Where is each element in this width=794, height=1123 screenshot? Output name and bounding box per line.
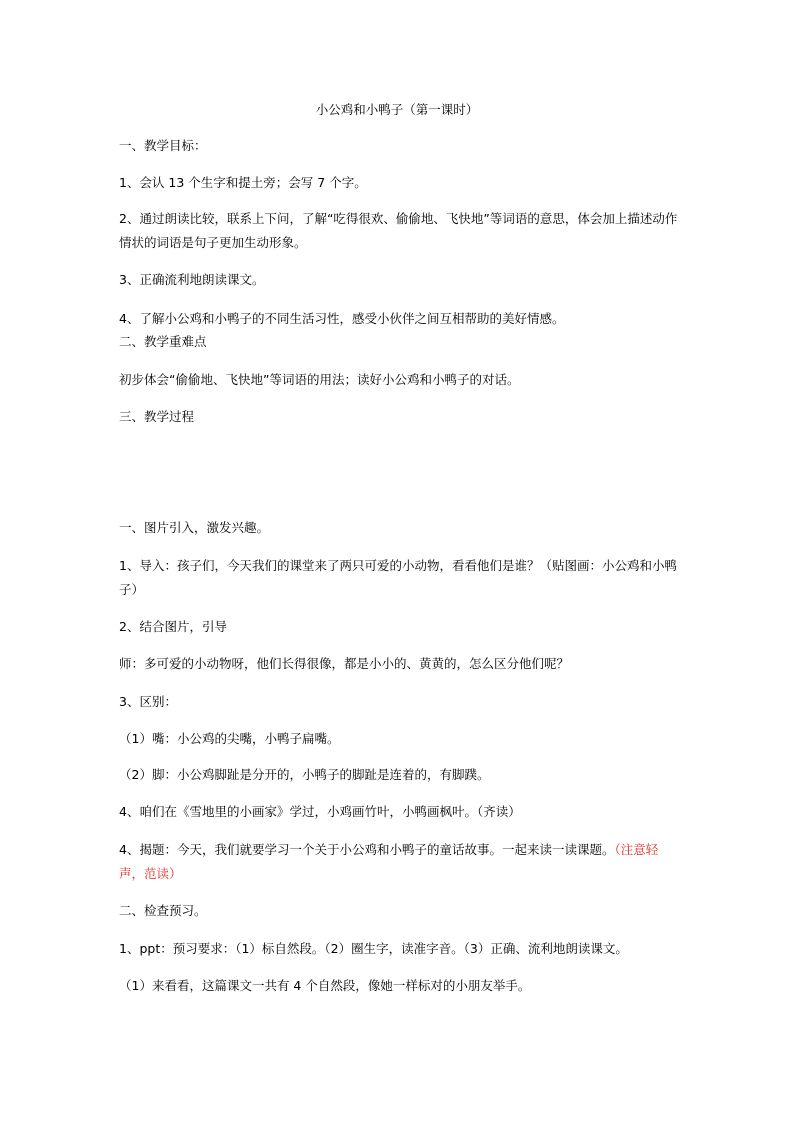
section-heading-objectives: 一、教学目标： bbox=[119, 138, 207, 153]
paragraph-objective-1: 1、会认 13 个生字和提土旁；会写 7 个字。 bbox=[119, 175, 367, 190]
document-title: 小公鸡和小鸭子（第一课时） bbox=[315, 102, 479, 117]
paragraph-step-picture-intro: 一、图片引入，激发兴趣。 bbox=[119, 520, 270, 535]
paragraph-key-points: 初步体会“偷偷地、飞快地”等词语的用法；读好小公鸡和小鸭子的对话。 bbox=[119, 372, 520, 387]
topic-text: 4、揭题：今天，我们就要学习一个关于小公鸡和小鸭子的童话故事。一起来读一读课题。 bbox=[119, 842, 615, 857]
paragraph-objective-3: 3、正确流利地朗读课文。 bbox=[119, 272, 265, 287]
paragraph-teacher-question: 师：多可爱的小动物呀，他们长得很像，都是小小的、黄黄的，怎么区分他们呢？ bbox=[119, 656, 570, 671]
paragraph-paragraph-count: （1）来看看，这篇课文一共有 4 个自然段，像她一样标对的小朋友举手。 bbox=[119, 978, 531, 993]
reading-note: （注意轻声，范读） bbox=[119, 842, 659, 881]
section-heading-process: 三、教学过程 bbox=[119, 409, 195, 424]
paragraph-step-1-lead-in: 1、导入：孩子们，今天我们的课堂来了两只可爱的小动物，看看他们是谁？（贴图画：小公鸡和小鸭子） bbox=[119, 558, 677, 597]
paragraph-difference-mouth: （1）嘴：小公鸡的尖嘴，小鸭子扁嘴。 bbox=[119, 731, 340, 746]
paragraph-ppt-requirements: 1、ppt：预习要求：（1）标自然段。（2）圈生字，读准字音。（3）正确、流利地朗读课文。 bbox=[119, 941, 628, 956]
paragraph-difference-feet: （2）脚：小公鸡脚趾是分开的，小鸭子的脚趾是连着的，有脚蹼。 bbox=[119, 767, 490, 782]
section-heading-key-points: 二、教学重难点 bbox=[119, 334, 207, 349]
paragraph-objective-4: 4、了解小公鸡和小鸭子的不同生活习性，感受小伙伴之间互相帮助的美好情感。 bbox=[119, 311, 565, 326]
paragraph-objective-2: 2、通过朗读比较，联系上下问，了解“吃得很欢、偷偷地、飞快地”等词语的意思，体会加上描述动作情状的词语是句子更加生动形象。 bbox=[119, 211, 678, 250]
paragraph-step-3-difference: 3、区别： bbox=[119, 694, 177, 709]
section-heading-preview-check: 二、检查预习。 bbox=[119, 903, 207, 918]
paragraph-step-4-topic bbox=[119, 838, 679, 886]
paragraph-step-2-guide: 2、结合图片，引导 bbox=[119, 619, 227, 634]
paragraph-step-4-review: 4、咱们在《雪地里的小画家》学过，小鸡画竹叶，小鸭画枫叶。（齐读） bbox=[119, 804, 521, 819]
